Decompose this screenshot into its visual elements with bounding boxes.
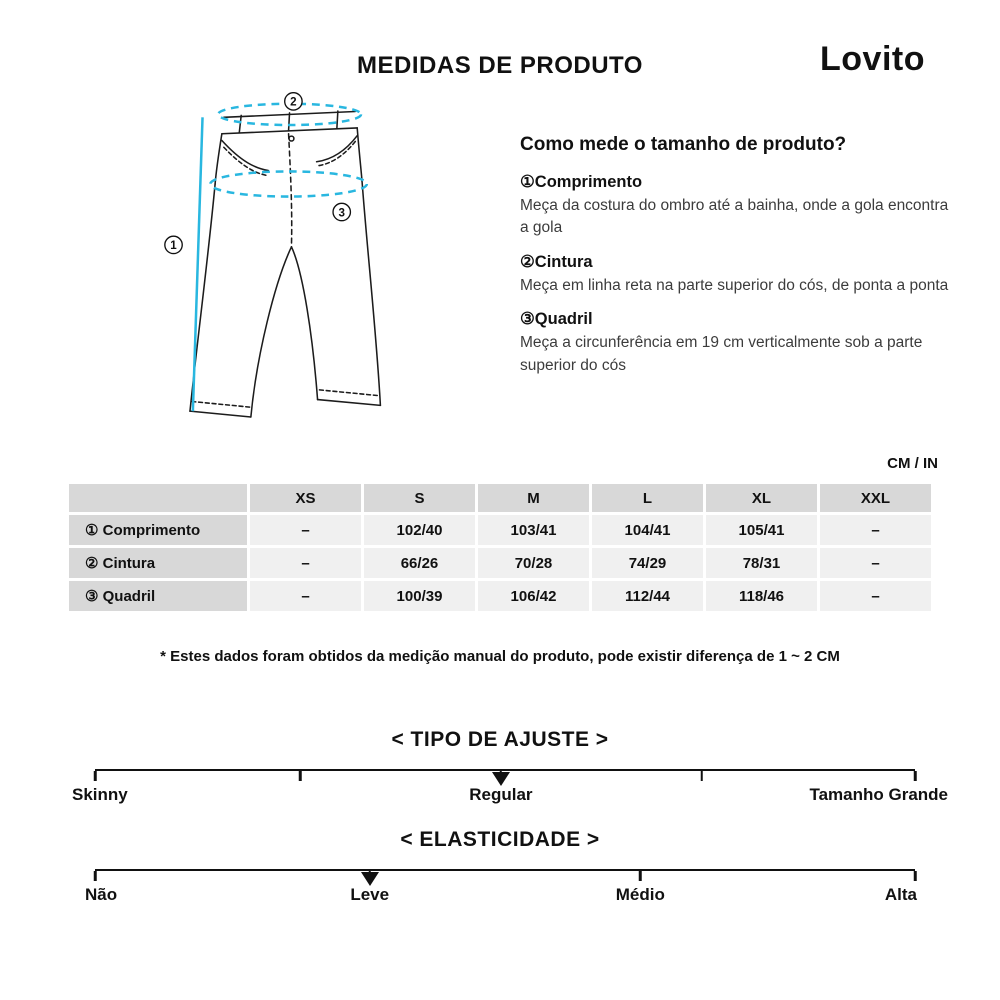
- cell-cintura-xl: 78/31: [706, 548, 817, 578]
- cell-cintura-xxl: –: [820, 548, 931, 578]
- cell-comprimento-s: 102/40: [364, 515, 475, 545]
- fit-scale-tick: [94, 771, 97, 781]
- row-label-comprimento: ① Comprimento: [69, 515, 247, 545]
- fit-scale-marker: [492, 772, 510, 786]
- table-corner-cell: [69, 484, 247, 512]
- elasticity-scale-tick: [639, 871, 642, 881]
- cell-cintura-xs: –: [250, 548, 361, 578]
- table-row: [69, 548, 931, 578]
- elasticity-label-nao: Não: [85, 885, 118, 904]
- table-header-row: [69, 484, 931, 512]
- size-table: [66, 481, 934, 614]
- cell-quadril-xl: 118/46: [706, 581, 817, 611]
- cell-comprimento-xl: 105/41: [706, 515, 817, 545]
- marker-hip: [333, 203, 350, 220]
- page-title: MEDIDAS DE PRODUTO: [357, 52, 643, 79]
- hip-measure-ellipse: [210, 171, 367, 196]
- guide-item-label-quadril: ③Quadril: [520, 310, 593, 329]
- column-header-s: S: [364, 484, 475, 512]
- fit-scale-title: < TIPO DE AJUSTE >: [391, 728, 609, 751]
- guide-heading: Como mede o tamanho de produto?: [520, 134, 847, 155]
- unit-label: CM / IN: [887, 455, 938, 472]
- svg-text:1: 1: [170, 239, 177, 253]
- elasticity-scale-line: [95, 869, 915, 881]
- fit-scale-labels: [72, 785, 948, 809]
- cell-quadril-xxl: –: [820, 581, 931, 611]
- table-row: [69, 515, 931, 545]
- measure-guide: [520, 134, 958, 377]
- elasticity-label-alta: Alta: [884, 885, 917, 904]
- fit-label-skinny: Skinny: [72, 785, 128, 804]
- fit-label-regular: Regular: [469, 785, 533, 804]
- elasticity-scale-title: < ELASTICIDADE >: [400, 828, 600, 851]
- marker-waist: [285, 93, 302, 110]
- fit-scale-tick: [299, 771, 302, 781]
- cell-quadril-s: 100/39: [364, 581, 475, 611]
- cell-cintura-s: 66/26: [364, 548, 475, 578]
- fit-label-tamanho-grande: Tamanho Grande: [809, 785, 948, 804]
- guide-item-text-comprimento: Meça da costura do ombro até a bainha, onde a gola encontra a gola: [520, 197, 949, 237]
- pants-diagram: [160, 92, 450, 452]
- cell-quadril-m: 106/42: [478, 581, 589, 611]
- column-header-l: L: [592, 484, 703, 512]
- guide-item-label-cintura: ②Cintura: [520, 252, 593, 271]
- guide-item-label-comprimento: ①Comprimento: [520, 173, 643, 191]
- elasticity-label-medio: Médio: [615, 885, 665, 904]
- length-measure-line: [193, 117, 203, 411]
- row-label-cintura: ② Cintura: [69, 548, 247, 578]
- column-header-xxl: XXL: [820, 484, 931, 512]
- svg-text:3: 3: [338, 206, 345, 220]
- svg-text:2: 2: [290, 95, 297, 109]
- fit-scale-tick: [701, 771, 704, 781]
- cell-quadril-xs: –: [250, 581, 361, 611]
- cell-comprimento-xxl: –: [820, 515, 931, 545]
- cell-quadril-l: 112/44: [592, 581, 703, 611]
- marker-length: [165, 236, 182, 253]
- elasticity-scale-labels: [85, 885, 917, 909]
- measurement-disclaimer: * Estes dados foram obtidos da medição manual do produto, pode existir diferença de 1 ~ 2 CM: [160, 648, 840, 665]
- column-header-m: M: [478, 484, 589, 512]
- fit-scale-tick: [914, 771, 917, 781]
- column-header-xl: XL: [706, 484, 817, 512]
- elasticity-label-leve: Leve: [350, 885, 390, 904]
- cell-cintura-l: 74/29: [592, 548, 703, 578]
- cell-comprimento-m: 103/41: [478, 515, 589, 545]
- guide-item-text-cintura: Meça em linha reta na parte superior do cós, de ponta a ponta: [520, 276, 949, 294]
- fit-scale-line: [95, 769, 915, 781]
- cell-cintura-m: 70/28: [478, 548, 589, 578]
- brand-logo: Lovito: [820, 40, 925, 78]
- column-header-xs: XS: [250, 484, 361, 512]
- elasticity-scale-tick: [914, 871, 917, 881]
- elasticity-scale-marker: [361, 872, 379, 886]
- row-label-quadril: ③ Quadril: [69, 581, 247, 611]
- cell-comprimento-xs: –: [250, 515, 361, 545]
- elasticity-scale-tick: [94, 871, 97, 881]
- cell-comprimento-l: 104/41: [592, 515, 703, 545]
- table-row: [69, 581, 931, 611]
- pants-drawing-svg: [160, 92, 450, 450]
- guide-item-text-quadril: Meça a circunferência em 19 cm verticalmente sob a parte superior do cós: [520, 334, 923, 374]
